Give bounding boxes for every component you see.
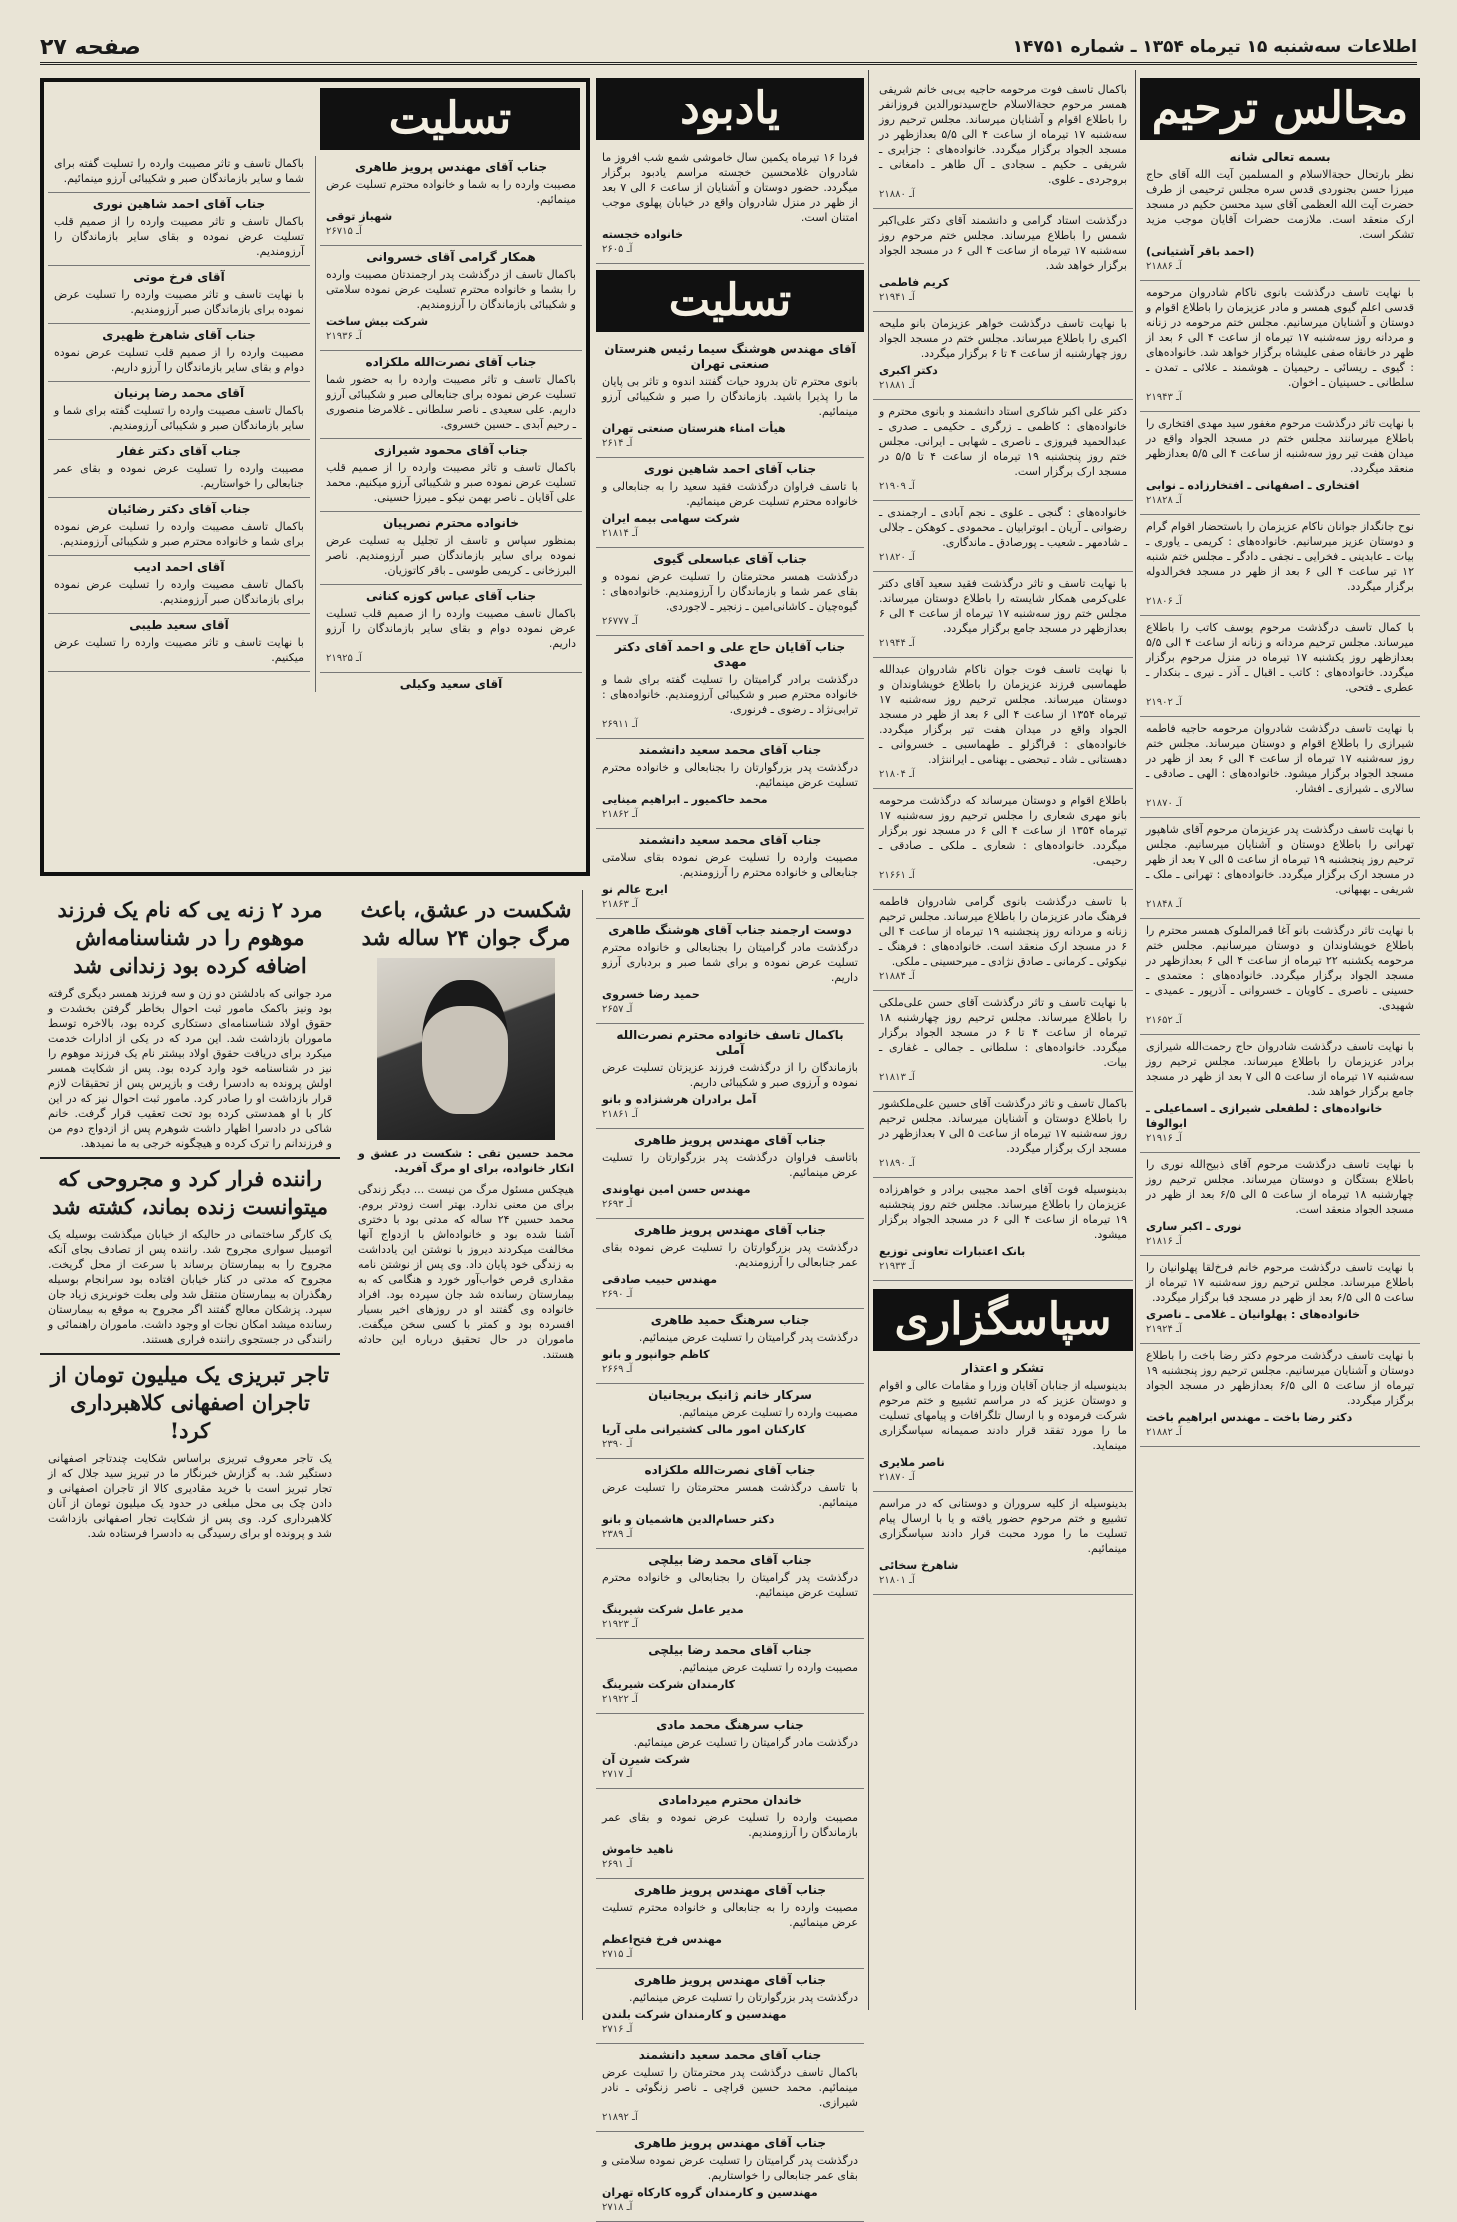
notice-title: جناب آقای نصرت‌الله ملکزاده (644, 1463, 816, 1477)
notices-list (873, 78, 1133, 1281)
notice-signature: کاظم جوانپور و بانو (602, 1348, 710, 1361)
notice (320, 351, 582, 439)
column-tasliat (40, 78, 590, 876)
notice-body: درگذشت مادر گرامیتان را بجنابعالی و خانواده محترم تسلیت عرض نموده و برای شما صبر و بردباری آرزو داریم. (602, 941, 858, 984)
notice-body: بدینوسیله از جنابان آقایان وزرا و مقامات عالی و اقوام و دوستان عزیز که در مراسم تشییع و ختم مرحوم شرکت فرموده و با ارسال تلگرافات و پیامهای تسلیت ما را مورد تفقد قرار دادند صمیمانه سپاسگزاری مینماید. (879, 1379, 1127, 1452)
notice (596, 919, 864, 1024)
notice-signature: دکتر حسام‌الدین هاشمیان و بانو (602, 1513, 775, 1526)
notice (596, 2044, 864, 2132)
notice (1140, 281, 1420, 412)
notice (596, 1969, 864, 2044)
story-body: مرد جوانی که بادلشتن دو زن و سه فرزند همسر دیگری گرفته بود ونیز باکمک مامور ثبت احوال بخاطر گرفتن بخشدت و حقوق اولاد شناسنامه‌ای دستکاری کرده بود، بالاخره توسط ماموران بازداشت شد. این مرد که در یکی از ادارات خدمت میکرد برای دریافت حقوق اولاد بیشتر نام یک فرزند موهوم را نیز در شناسنامه خود وارد کرده بود. پس از شکایت همسر اولش پرونده به دادسرا رفت و بازپرس پس از تحقیقات لازم قرار بازداشت او را صادر کرد. مامور ثبت احوال نیز که در این کار با او همدستی کرده بود تحت تعقیب قرار گرفت. خانم شاکی در دادسرا اظهار داشت شوهرم پس از ازدواج دوم من و فرزندانم را ترک کرده و هیچگونه خرجی به ما نمیدهد. (48, 987, 332, 1150)
notice-body: درگذشت همسر محترمتان را تسلیت عرض نموده و بقای عمر شما و بازماندگان را آرزومندیم. خانواده‌های : گیوه‌چیان ـ کاشانی‌امین ـ زنجیر ـ لاجوردی. (602, 570, 858, 613)
notice (873, 78, 1133, 209)
notice-signature: شرکت شیرن آن (602, 1753, 691, 1766)
notice-title: آقای سعید وکیلی (399, 677, 503, 691)
notice-signature: نوری ـ اکبر ساری (1146, 1220, 1242, 1233)
story-headline: مرد ۲ زنه یی که نام یک فرزند موهوم را در شناسنامه‌اش اضافه کرده بود زندانی شد (57, 897, 323, 978)
notice-body: درگذشت برادر گرامیتان را تسلیت گفته برای شما و خانواده محترم صبر و شکیبائی آرزومندیم. خانواده‌های : ترابی‌نژاد ـ رضوی ـ فرنوری. (602, 673, 858, 716)
notice (873, 1492, 1133, 1595)
portrait-photo (377, 958, 555, 1140)
notice-code: آـ ۲۱۸۱۴ (602, 528, 638, 539)
notice (596, 548, 864, 636)
notice-signature: کارکنان امور مالی کشتیرانی ملی آریا (602, 1423, 806, 1436)
notice-body: با نهایت تاسف فوت جوان ناکام شادروان عبدالله طهماسبی فرزند عزیزمان را باطلاع خویشاوندان و دوستان میرساند. مجلس ترحیم روز سه‌شنبه ۱۷ تیرماه ۱۳۵۴ از ساعت ۴ الی ۶ بعد از ظهر در مسجد الجواد واقع در میدان هفت تیر برگزار میگردد. خانواده‌های : قراگزلو ـ طهماسبی ـ خسروانی ـ دهستانی ـ شاد ـ تبحضی ـ بهنامی ـ ایراننژاد. (879, 663, 1127, 766)
notice (873, 312, 1133, 400)
notice-body: با تاسف درگذشت بانوی گرامی شادروان فاطمه فرهنگ مادر عزیزمان را باطلاع میرساند. مجلس ترحیم زنانه و مردانه روز پنجشنبه ۱۹ تیرماه از ساعت ۴ الی ۶ در مسجد ارک منعقد است. خانواده‌های : فرهنگ ـ نیکوئی ـ کرمانی ـ صادق نژادی ـ میرحسینی ـ ملکی. (879, 895, 1128, 968)
notice-signature: خانواده‌های : لطفعلی شیرازی ـ اسماعیلی ـ ابوالوفا (1146, 1102, 1383, 1130)
notice-body: نوح جانگداز جوانان ناکام عزیزمان را باستحضار اقوام گرام و دوستان عزیز میرسانیم. خانواده‌های : کریمی ـ یاوری ـ بیات ـ عابدینی ـ فخرایی ـ نجفی ـ دادگر ـ مجلس ختم شنبه ۱۲ تیر ساعت ۴ الی ۶ بعد از ظهر در مسجد فخرالدوله برگزار میگردد. (1146, 520, 1414, 593)
notice-body: با نهایت تاسف درگذشت شادروان حاج رحمت‌الله شیرازی برادر عزیزمان را باطلاع میرساند. مجلس ترحیم روز سه‌شنبه ۱۷ تیرماه از ساعت ۵ الی ۷ بعد از ظهر در مسجد جامع برگزار خواهد شد. (1146, 1040, 1414, 1098)
issue-info: اطلاعات سه‌شنبه ۱۵ تیرماه ۱۳۵۴ ـ شماره ۱۴۷۵۱ (1012, 37, 1417, 57)
notice-code: آـ ۲۳۹۰ (602, 1439, 633, 1450)
notice-body: باکمال تاسف از درگذشت پدر ارجمندتان مصیبت وارده را بشما و خانواده محترم تسلیت عرض نموده سلامتی و شکیبائی بازماندگان را آرزومندیم. (326, 268, 576, 311)
notice-title: دوست ارجمند جناب آقای هوشنگ طاهری (608, 923, 852, 937)
notice-title: بسمه تعالی شانه (1229, 150, 1331, 164)
notice (320, 156, 582, 246)
notice (1140, 919, 1420, 1035)
thanks-list (873, 1357, 1133, 1595)
notice-signature: مهندس فرخ فتح‌اعظم (602, 1933, 722, 1946)
notice-signature: شاهرخ سخائی (879, 1559, 959, 1572)
photo-caption: محمد حسین تقی : شکست در عشق و انکار خانواده، برای او مرگ آفرید. (358, 1147, 574, 1175)
notice (320, 585, 582, 673)
notice-code: آـ ۲۶۹۰ (602, 1289, 633, 1300)
notice-code: آـ ۲۱۹۲۴ (1146, 1324, 1182, 1335)
notice-body: درگذشت پدر گرامیتان را بجنابعالی و خانواده محترم تسلیت عرض مینمائیم. (602, 1571, 858, 1599)
notice-title: جناب آقای احمد شاهین نوری (643, 462, 817, 476)
notice-title: آقای سعید طیبی (129, 618, 229, 632)
notice-signature: شرکت بیش ساخت (326, 315, 429, 328)
notice-body: با نهایت تاثر درگذشت بانو آغا قمرالملوک همسر محترم را باطلاع خویشاوندان و دوستان میرسانیم. مجلس ختم مرحومه یکشنبه ۲۲ تیرماه از ساعت ۴ الی ۶ بعدازظهر در مسجد الجواد برگزار میگردد. خانواده‌های : معتمدی ـ حسینی ـ ناصری ـ کاویان ـ خسروانی ـ آذرپور ـ عمیدی ـ شهیدی. (1146, 924, 1415, 1012)
notice (596, 1879, 864, 1969)
notice (873, 400, 1133, 501)
notice (48, 193, 310, 266)
notice-body: درگذشت مادر گرامیتان را تسلیت عرض مینمائیم. (633, 1736, 858, 1749)
notice (596, 458, 864, 548)
column-majales (1140, 78, 1420, 2018)
notice-body: بدینوسیله از کلیه سروران و دوستانی که در مراسم تشییع و ختم مرحوم حضور یافته و یا با ارسال پیام تسلیت ما را مورد محبت قرار دادند سپاسگزاری مینمائیم. (879, 1497, 1127, 1555)
news-story (40, 890, 340, 1159)
notice-title: آقای مهندس هوشنگ سیما رئیس هنرستان صنعتی تهران (604, 342, 856, 371)
notices-list (596, 338, 864, 2222)
notice-code: آـ ۲۶۹۱۱ (602, 719, 638, 730)
notice (320, 439, 582, 512)
notice (596, 146, 864, 264)
notice-code: آـ ۲۱۹۰۹ (879, 481, 915, 492)
notice-signature: ناصر ملایری (879, 1456, 945, 1469)
notice-signature: آمل برادران هرشنزاده و بانو (602, 1093, 757, 1106)
column-notices-2 (873, 78, 1133, 2018)
notice-signature: کارمندان شرکت شیرینگ (602, 1678, 736, 1691)
notice-body: مصیبت وارده را تسلیت عرض نموده بقای سلامتی جنابعالی و خانواده محترم را آرزومندیم. (602, 851, 858, 879)
news-story (40, 1159, 340, 1355)
notice-title: خاندان محترم میردامادی (658, 1793, 802, 1807)
notice-title: جناب آقای احمد شاهین نوری (92, 197, 266, 211)
notice-code: آـ ۲۱۸۱۳ (879, 1072, 915, 1083)
notice-body: با نهایت تاسف درگذشت خواهر عزیزمان بانو ملیحه اکبری را باطلاع میرساند. مجلس ختم در مسجد الجواد روز چهارشنبه از ساعت ۴ تا ۶ برگزار میگردد. (879, 317, 1127, 360)
notice-code: آـ ۲۱۸۸۱ (879, 380, 915, 391)
notice-body: با نهایت تاسف درگذشت بانوی ناکام شادروان مرحومه قدسی اعلم گیوی همسر و مادر عزیزمان را باطلاع اقوام و دوستان و آشنایان میرسانیم. مجلس ختم مرحومه در زنانه و مردانه روز سه‌شنبه ۱۷ تیرماه از ساعت ۴ الی ۶ بعد از ظهر در خانقاه صفی علیشاه برگزار خواهد شد. خانواده‌های : گیوی ـ ریسائی ـ رحیمیان ـ هوشمند ـ علائی ـ تمدن ـ سلطانی ـ حسینیان ـ اخوان. (1146, 286, 1414, 389)
notice-code: آـ ۲۶۱۴ (602, 438, 633, 449)
notice-body: بمنظور سپاس و تاسف از تجلیل به تسلیت عرض نموده برای سایر بازماندگان صبر آرزومندیم. ناصر البرزخانی ـ کریمی طوسی ـ باقر کاتوزیان. (326, 534, 576, 577)
notice-code: آـ ۲۱۹۳۳ (879, 1261, 915, 1272)
notice (596, 829, 864, 919)
notice-body: باتاسف فراوان درگذشت پدر بزرگوارتان را تسلیت عرض مینمائیم. (602, 1151, 858, 1179)
notice-body: مصیبت وارده را به جنابعالی و خانواده محترم تسلیت عرض مینمائیم. (602, 1901, 858, 1929)
notice-body: با کمال تاسف درگذشت مرحوم یوسف کاتب را باطلاع میرساند. مجلس ترحیم مردانه و زنانه از ساعت ۴ الی ۵/۵ بعدازظهر روز یکشنبه ۱۷ تیرماه در منزل مرحوم برگزار میگردد. خانواده‌های : کاتب ـ اقبال ـ آذر ـ نیری ـ بنکدار ـ عطری ـ فتحی. (1146, 621, 1414, 694)
notice-title: خانواده محترم نصرپیان (382, 516, 520, 530)
notice-body: مصیبت وارده را تسلیت عرض نموده و بقای عمر جنابعالی را خواستاریم. (54, 462, 304, 490)
notice-code: آـ ۲۶۷۷۷ (602, 616, 638, 627)
notice-body: فردا ۱۶ تیرماه یکمین سال خاموشی شمع شب افروز ما شادروان غلامحسین خجسته مراسم یادبود برگزار میگردد. حضور دوستان و آشنایان از ساعت ۶ الی ۷ بعد از ظهر در منزل شادروان واقع در خیابان پهلوی موجب امتنان است. (602, 151, 858, 224)
tasliat-banner: تسلیت (320, 88, 580, 150)
notice (320, 512, 582, 585)
notice-signature: حمید رضا خسروی (602, 988, 700, 1001)
notice-body: دکتر علی اکبر شاکری استاد دانشمند و بانوی محترم و خانواده‌های : کاظمی ـ زرگری ـ حکیمی ـ صدری ـ عبدالحمید فیروزی ـ ناصری ـ شهابی ـ ایرانی. مجلس ختم روز پنجشنبه ۱۹ تیرماه از ساعت ۴ تا ۵/۵ در مسجد ارک برگزار است. (879, 405, 1128, 478)
notice-body: باکمال تاسف و تاثر مصیبت وارده را تسلیت گفته برای شما و سایر بازماندگان صبر و شکیبائی آرزو مینمائیم. (54, 157, 304, 185)
notice (1140, 818, 1420, 919)
notice-title: سرکار خانم ژانیک بریجانیان (648, 1388, 812, 1402)
notice-code: آـ ۲۳۸۹ (602, 1529, 633, 1540)
notice-code: آـ ۲۱۸۹۲ (602, 2112, 638, 2123)
notice-body: مصیبت وارده را به شما و خانواده محترم تسلیت عرض مینمائیم. (326, 178, 576, 206)
notice-code: آـ ۲۶۵۷ (602, 1004, 633, 1015)
notice (596, 1309, 864, 1384)
notice-signature: افتخاری ـ اصفهانی ـ افتخارزاده ـ نوابی (1146, 479, 1360, 492)
notice-code: آـ ۲۷۱۷ (602, 1769, 633, 1780)
notice-code: آـ ۲۱۹۲۵ (326, 653, 362, 664)
notice-body: با نهایت تاسف و تاثر درگذشت فقید سعید آقای دکتر علی‌کرمی همکار شایسته را باطلاع دوستان میرساند. مجلس ختم روز سه‌شنبه ۱۷ تیرماه از ساعت ۴ الی ۶ بعدازظهر در مسجد جامع برگزار میگردد. (879, 577, 1127, 635)
notice-title: جناب آقای دکتر رضائیان (107, 502, 251, 516)
notice-title: جناب آقای محمد سعید دانشمند (638, 743, 822, 757)
notice-code: آـ ۲۱۸۷۰ (1146, 798, 1182, 809)
notice-code: آـ ۲۱۸۴۸ (1146, 899, 1182, 910)
notice (873, 1092, 1133, 1178)
notice (1140, 1153, 1420, 1256)
news-story (40, 1355, 340, 1547)
notice (48, 324, 310, 382)
notice-code: آـ ۲۱۹۲۲ (602, 1694, 638, 1705)
notice-body: درگذشت پدر بزرگوارتان را تسلیت عرض مینمائیم. (629, 1991, 858, 2004)
news-photo-story (350, 890, 583, 2020)
notice-title: جناب آقای عباس کوزه کنانی (366, 589, 536, 603)
notice-title: جناب آقای نصرت‌الله ملکزاده (365, 355, 537, 369)
notice (596, 1789, 864, 1879)
notice-body: مصیبت وارده را از صمیم قلب تسلیت عرض نموده دوام و بقای سایر بازماندگان را آرزو داریم. (54, 346, 304, 374)
yadbood-list (596, 146, 864, 264)
story-body: یک کارگر ساختمانی در حالیکه از خیابان میگذشت بوسیله یک اتومبیل سواری مجروح شد. راننده پس از تصادف بجای آنکه مجروح را به بیمارستان برساند با سرعت از محل گریخت. مجروح که مدتی در کنار خیابان افتاده بود سرانجام بوسیله رهگذران به بیمارستان منتقل شد ولی بعلت خونریزی زیاد جان سپرد. پزشکان معالج گفتند اگر مجروح به موقع به بیمارستان رسانده میشد امکان نجات او وجود داشت. ماموران راهنمائی و رانندگی در جستجوی راننده فراری هستند. (48, 1228, 332, 1346)
notice-body: باکمال تاسف مصیبت وارده را تسلیت گفته برای شما و سایر بازماندگان صبر و شکیبائی آرزومندیم. (54, 404, 304, 432)
notice-body: با نهایت تاسف درگذشت مرحوم آقای ذبیح‌الله نوری را باطلاع بستگان و دوستان میرساند. مجلس ترحیم روز چهارشنبه ۱۸ تیرماه از ساعت ۵ الی ۶/۵ بعد از ظهر در مسجد الجواد منعقد است. (1146, 1158, 1414, 1216)
notice (48, 556, 310, 614)
notice-body: باطلاع اقوام و دوستان میرساند که درگذشت مرحومه بانو مهری شعاری را مجلس ترحیم روز سه‌شنبه ۱۷ تیرماه ۱۳۵۴ از ساعت ۴ الی ۶ در مسجد نور برگزار میگردد. خانواده‌های : شعاری ـ ملکی ـ صادقی ـ رحیمی. (879, 794, 1127, 867)
notice-body: با نهایت تاسف و تاثر مصیبت وارده را تسلیت عرض نموده برای بازماندگان صبر آرزومندیم. (54, 288, 304, 316)
notice-body: با تاسف فراوان درگذشت فقید سعید را به جنابعالی و خانواده محترم تسلیت عرض مینمائیم. (602, 480, 858, 508)
notice-body: با نهایت تاسف درگذشت پدر عزیزمان مرحوم آقای شاهپور تهرانی را باطلاع دوستان و آشنایان میرسانیم. مجلس ترحیم روز پنجشنبه ۱۹ تیرماه از ساعت ۵ الی ۷ بعد از ظهر در مسجد ارک برگزار میگردد. خانواده‌های : تهرانی ـ ملک ـ شریفی ـ بهبهانی. (1146, 823, 1415, 896)
notice-signature: دکتر اکبری (879, 364, 938, 377)
notice-signature: کریم فاطمی (879, 276, 950, 289)
notice-code: آـ ۲۱۸۲۸ (1146, 495, 1182, 506)
notice-title: همکار گرامی آقای خسروانی (366, 250, 536, 264)
notice-code: آـ ۲۷۱۵ (602, 1949, 633, 1960)
notice (596, 1129, 864, 1219)
notice (873, 658, 1133, 789)
notice-code: آـ ۲۱۸۸۴ (879, 971, 915, 982)
notice-body: درگذشت استاد گرامی و دانشمند آقای دکتر علی‌اکبر شمس را باطلاع میرساند. مجلس ختم مرحوم روز سه‌شنبه ۱۷ تیرماه از ساعت ۴ الی ۶ در مسجد الجواد برگزار خواهد شد. (879, 214, 1127, 272)
notice (596, 1639, 864, 1714)
story-headline: شکست در عشق، باعث مرگ جوان ۲۴ ساله شد (360, 897, 572, 950)
notice-body: بدینوسیله فوت آقای احمد مجیبی برادر و خواهرزاده عزیزمان را باطلاع میرساند. مجلس ختم روز پنجشنبه ۱۹ تیرماه از ساعت ۴ الی ۶ در مسجد الجواد برگزار میشود. (879, 1183, 1128, 1241)
notice-title: جناب آقای محمود شیرازی (373, 443, 529, 457)
notice-title: جناب سرهنگ حمید طاهری (650, 1313, 810, 1327)
news-story (350, 890, 582, 1368)
notice (873, 572, 1133, 658)
notice (873, 991, 1133, 1092)
notice-title: جناب آقای محمد رضا بیلچی (648, 1553, 812, 1567)
tasliat-banner-2: تسلیت (596, 270, 864, 332)
notice (48, 382, 310, 440)
notice-body: خانواده‌های : گنجی ـ علوی ـ نجم آبادی ـ ارجمندی ـ رضوانی ـ آریان ـ ابوترابیان ـ محمودی ـ کوهکن ـ جلالی ـ شادمهر ـ شعیب ـ پورصادق ـ ماندگاری. (879, 506, 1127, 549)
page-number: صفحه ۲۷ (40, 34, 141, 60)
notice-body: با نهایت تاسف و تاثر درگذشت آقای حسن علی‌ملکی را باطلاع میرساند. مجلس ترحیم روز چهارشنبه ۱۸ تیرماه از ساعت ۴ تا ۶ در مسجد الجواد برگزار میگردد. خانواده‌های : سلطانی ـ جمالی ـ غفاری ـ بیات. (879, 996, 1128, 1069)
notice-title: آقای احمد ادیب (133, 560, 225, 574)
notice (320, 246, 582, 351)
notice-code: آـ ۲۱۸۸۲ (1146, 1427, 1182, 1438)
notice (1140, 515, 1420, 616)
notice-code: آـ ۲۷۱۸ (602, 2202, 633, 2213)
notice-signature: مدیر عامل شرکت شیرینگ (602, 1603, 744, 1616)
notice (596, 1219, 864, 1309)
notice (873, 1357, 1133, 1492)
notice (596, 1714, 864, 1789)
notice (873, 890, 1133, 991)
notice (596, 636, 864, 739)
notice-body: باکمال تاسف مصیبت وارده را تسلیت عرض نموده برای بازماندگان صبر آرزومندیم. (54, 578, 304, 606)
notice-code: آـ ۲۱۶۶۱ (879, 870, 915, 881)
notice (873, 501, 1133, 572)
notice-title: جناب آقای محمد رضا بیلچی (648, 1643, 812, 1657)
notice-signature: شهباز توقی (326, 210, 393, 223)
notice-body: باکمال تاسف و تاثر درگذشت آقای حسین علی‌ملکشور را باطلاع دوستان و آشنایان میرساند. مجلس ترحیم روز سه‌شنبه ۱۷ تیرماه از ساعت ۵ الی ۷ بعدازظهر در مسجد ارک برگزار میگردد. (879, 1097, 1128, 1155)
notice-code: آـ ۲۶۹۳ (602, 1199, 633, 1210)
notice-body: نظر بارتحال حجةالاسلام و المسلمین آیت الله آقای حاج میرزا حسن بجنوردی قدس سره مجلس ترحیمی از طرف حضرت آیت الله العظمی آقای سید محسن حکیم در مسجد ارک منعقد است. ملازمت حضرات آقایان موجب مزید تشکر است. (1146, 168, 1414, 241)
notice (596, 1384, 864, 1459)
notice (873, 789, 1133, 890)
notice-code: آـ ۲۱۸۰۱ (879, 1575, 915, 1586)
notice-title: تشکر و اعتذار (961, 1361, 1045, 1375)
column-yadbood (596, 78, 864, 2213)
notice (1140, 717, 1420, 818)
notice (1140, 616, 1420, 717)
notice-code: آـ ۲۷۱۶ (602, 2024, 633, 2035)
page-header (40, 32, 1417, 65)
notice-body: با نهایت تاسف درگذشت شادروان مرحومه حاجیه فاطمه شیرازی را باطلاع اقوام و دوستان میرساند. مجلس ختم روز سه‌شنبه ۱۷ تیرماه از ساعت ۴ الی ۶ بعد از ظهر در مسجد الجواد برگزار میشود. خانواده‌های : الهی ـ صادقی ـ سالاری ـ شیرازی ـ افشار. (1146, 722, 1415, 795)
notice (48, 440, 310, 498)
story-headline: راننده فرار کرد و مجروحی که میتوانست زنده بماند، کشته شد (51, 1166, 329, 1219)
notice (596, 739, 864, 829)
notice-signature: بانک اعتبارات تعاونی توزیع (879, 1245, 1026, 1258)
notice-body: درگذشت پدر گرامیتان را تسلیت عرض مینمائیم. (638, 1331, 858, 1344)
notice (873, 1178, 1133, 1281)
notice-signature: مهندس حبیب صادقی (602, 1273, 718, 1286)
notice (48, 266, 310, 324)
notice-code: آـ ۲۱۸۹۰ (879, 1158, 915, 1169)
notice-title: جناب آقایان حاج علی و احمد آقای دکتر مهدی (614, 640, 846, 669)
notice-body: با تاسف درگذشت همسر محترمتان را تسلیت عرض مینمائیم. (602, 1481, 858, 1509)
notice (873, 209, 1133, 312)
notice-code: آـ ۲۱۹۰۲ (1146, 697, 1182, 708)
notice-code: آـ ۲۱۸۸۶ (1146, 261, 1182, 272)
notice-code: آـ ۲۱۸۲۰ (879, 552, 915, 563)
notice-title: جناب آقای مهندس پرویز طاهری (633, 2136, 827, 2150)
notice-signature: خانواده خجسته (602, 228, 684, 241)
notice-title: جناب آقای عباسعلی گیوی (653, 552, 807, 566)
notice-body: باکمال تاسف و تاثر مصیبت وارده را از صمیم قلب تسلیت عرض نموده صبر و شکیبائی آرزو میکنیم. محمد علی آقایان ـ ناصر بهمن نیکو ـ میرزا حسینی. (326, 461, 576, 504)
notice-code: آـ ۲۱۹۱۶ (1146, 1133, 1182, 1144)
notice-code: آـ ۲۱۸۷۰ (879, 1472, 915, 1483)
story-body: هیچکس مسئول مرگ من نیست ... دیگر زندگی برای من معنی ندارد. بهتر است زودتر بروم. محمد حسین ۲۴ ساله که مدتی بود با دختری آشنا شده بود و خانواده‌اش با ازدواج آنها مخالفت میکردند دیروز با نوشتن این یادداشت به زندگی خود پایان داد. وی پس از نوشتن نامه مقداری قرص خواب‌آور خورد و هنگامی که به بیمارستان رسانده شد جان سپرده بود. افراد خانواده وی گفتند او در روزهای اخیر بسیار افسرده بود و کمتر با کسی سخن میگفت. ماموران در حال تحقیق درباره این حادثه هستند. (358, 1183, 574, 1361)
notice-title: جناب آقای دکتر غفار (117, 444, 241, 458)
notice-title: جناب آقای مهندس پرویز طاهری (633, 1223, 827, 1237)
notice-code: آـ ۲۱۹۴۴ (879, 638, 915, 649)
notice-signature: ایرج عالم نو (602, 883, 668, 896)
yadbood-banner: یادبود (596, 78, 864, 140)
story-body: یک تاجر معروف تبریزی براساس شکایت چندتاجر اصفهانی دستگیر شد. به گزارش خبرنگار ما در تبریز سید جلال که از تجار تبریز است با خرید مقادیری کالا از تاجران اصفهانی و دادن چک بی محل مبلغی در حدود یک میلیون تومان از آنان کلاهبرداری کرد. وی پس از شکایت تجار اصفهانی بازداشت شد و پرونده او برای رسیدگی به دادسرا فرستاده شد. (48, 1452, 332, 1540)
notice-title: جناب آقای مهندس پرویز طاهری (354, 160, 548, 174)
notice (1140, 146, 1420, 281)
notice-code: آـ ۲۱۸۶۳ (602, 899, 638, 910)
notice-body: با نهایت تاسف درگذشت مرحوم دکتر رضا باخت را باطلاع دوستان و آشنایان میرسانیم. مجلس ترحیم روز پنجشنبه ۱۹ تیرماه از ساعت ۵ الی ۶/۵ بعدازظهر در مسجد الجواد برگزار میگردد. (1146, 1349, 1415, 1407)
notices-list (1140, 146, 1420, 1447)
notice-title: آقای محمد رضا پرنیان (113, 386, 245, 400)
notice (596, 1549, 864, 1639)
sepas-banner: سپاسگزاری (873, 1289, 1133, 1351)
story-headline: تاجر تبریزی یک میلیون تومان از تاجران اصفهانی کلاهبرداری کرد! (50, 1362, 330, 1443)
notice-code: آـ ۲۶۷۱۵ (326, 226, 362, 237)
notice-body: باکمال تاسف فوت مرحومه حاجیه بی‌بی خانم شریفی همسر مرحوم حجةالاسلام حاج‌سیدنورالدین فروزانفر را باطلاع اقوام و آشنایان میرساند. مجلس ترحیم روز سه‌شنبه ۱۷ تیرماه از ساعت ۴ الی ۵/۵ بعدازظهر در مسجد الجواد برگزار میگردد. خانواده‌های : جزایری ـ شریفی ـ حکیم ـ سجادی ـ آل طاهر ـ دامغانی ـ بروجردی ـ علوی. (879, 83, 1127, 186)
notice (596, 2132, 864, 2222)
notice-code: آـ ۲۶۹۱ (602, 1859, 633, 1870)
notice-signature: شرکت سهامی بیمه ایران (602, 512, 740, 525)
notice-body: باکمال تاسف مصیبت وارده را از صمیم قلب تسلیت عرض نموده دوام و بقای سایر بازماندگان را آرزو داریم. (326, 607, 576, 650)
notice (596, 338, 864, 458)
notice (1140, 1035, 1420, 1153)
notice-title: باکمال تاسف خانواده محترم نصرت‌الله آملی (616, 1028, 844, 1057)
notice-code: آـ ۲۱۹۳۶ (326, 331, 362, 342)
notice-body: باکمال تاسف و تاثر مصیبت وارده را از صمیم قلب تسلیت عرض نموده و بقای سایر بازماندگان را آرزومندیم. (54, 215, 304, 258)
notice-body: باکمال تاسف مصیبت وارده را تسلیت عرض نموده برای شما و خانواده محترم صبر و شکیبائی آرزومندیم. (54, 520, 304, 548)
notice (1140, 1256, 1420, 1344)
notice-code: آـ ۲۱۸۶۲ (602, 809, 638, 820)
notice (596, 1024, 864, 1129)
notice-body: با نهایت تاثر درگذشت مرحوم مغفور سید مهدی افتخاری را باطلاع میرسانند مجلس ختم در مسجد الجواد واقع در میدان هفت تیر روز سه‌شنبه از ساعت ۴ الی ۵/۵ بعدازظهر منعقد میگردد. (1146, 417, 1414, 475)
notice-body: مصیبت وارده را تسلیت عرض نموده و بقای عمر بازماندگان را آرزومندیم. (602, 1811, 858, 1839)
notice-title: جناب آقای مهندس پرویز طاهری (633, 1133, 827, 1147)
notice-signature: هیأت امناء هنرستان صنعتی تهران (602, 422, 786, 435)
notice-signature: مهندس حسن امین نهاوندی (602, 1183, 751, 1196)
notice-signature: دکتر رضا باخت ـ مهندس ابراهیم باخت (1146, 1411, 1353, 1424)
notice-code: آـ ۲۱۸۱۶ (1146, 1236, 1182, 1247)
notice-body: مصیبت وارده را تسلیت عرض مینمائیم. (678, 1661, 858, 1674)
notice-title: جناب آقای شاهرخ ظهیری (102, 328, 256, 342)
notice-body: درگذشت پدر بزرگوارتان را تسلیت عرض نموده بقای عمر جنابعالی را آرزومندیم. (602, 1241, 858, 1269)
notice-signature: خانواده‌های : پهلوانیان ـ غلامی ـ ناصری (1146, 1308, 1361, 1321)
notice-code: آـ ۲۱۸۸۰ (879, 189, 915, 200)
notices-list (44, 156, 586, 692)
notice-body: با نهایت تاسف درگذشت مرحوم خانم فرخ‌لقا پهلوانیان را باطلاع میرساند. مجلس ترحیم روز سه‌شنبه ۱۷ تیرماه از ساعت ۵ الی ۶/۵ بعد از ظهر در مسجد قبا برگزار میگردد. (1146, 1261, 1414, 1304)
notice-body: بانوی محترم تان بدرود حیات گفتند اندوه و تاثر بی پایان ما را پذیرا باشید. بازماندگان را صبر و شکیبائی آرزو مینمائیم. (602, 375, 858, 418)
notice-body: با نهایت تاسف و تاثر مصیبت وارده را تسلیت عرض میکنیم. (54, 636, 304, 664)
notice-title: آقای فرخ موتی (133, 270, 225, 284)
notice-body: باکمال تاسف و تاثر مصیبت وارده را به حضور شما تسلیت عرض نموده برای جنابعالی صبر و شکیبائی آرزو داریم. علی سعیدی ـ ناصر سلطانی ـ غلامرضا منصوری ـ رحیم آبدی ـ حسین خسروی. (326, 373, 576, 431)
notice (596, 1459, 864, 1549)
notice-code: آـ ۲۱۸۶۱ (602, 1109, 638, 1120)
notice-body: درگذشت پدر بزرگوارتان را بجنابعالی و خانواده محترم تسلیت عرض مینمائیم. (602, 761, 858, 789)
notice (1140, 412, 1420, 515)
notice-body: مصیبت وارده را تسلیت عرض مینمائیم. (678, 1406, 858, 1419)
notice-body: بازماندگان را از درگذشت فرزند عزیزتان تسلیت عرض نموده و آرزوی صبر و شکیبائی داریم. (602, 1061, 858, 1089)
notice-signature: (احمد باقر آشتیانی) (1146, 245, 1255, 258)
notice-code: آـ ۲۶۰۵ (602, 244, 633, 255)
notice-body: درگذشت پدر گرامیتان را تسلیت عرض نموده سلامتی و بقای عمر جنابعالی را خواستاریم. (602, 2154, 858, 2182)
notice-title: جناب سرهنگ محمد مادی (656, 1718, 804, 1732)
notice-signature: مهندسین و کارمندان گروه کارکاه تهران (602, 2186, 818, 2199)
notice-title: جناب آقای محمد سعید دانشمند (638, 833, 822, 847)
notice (1140, 1344, 1420, 1447)
notice-signature: محمد حاکمیور ـ ابراهیم مینایی (602, 793, 768, 806)
notice-code: آـ ۲۱۹۴۳ (1146, 392, 1182, 403)
notice-code: آـ ۲۶۶۹ (602, 1364, 633, 1375)
notice-signature: مهندسین و کارمندان شرکت بلندن (602, 2008, 787, 2021)
notice (48, 614, 310, 672)
notice-code: آـ ۲۱۸۰۶ (1146, 596, 1182, 607)
notice-code: آـ ۲۱۹۴۱ (879, 292, 915, 303)
majales-banner: مجالس ترحیم (1140, 78, 1420, 140)
notice-title: جناب آقای مهندس پرویز طاهری (633, 1883, 827, 1897)
notice-title: جناب آقای مهندس پرویز طاهری (633, 1973, 827, 1987)
notice-code: آـ ۲۱۸۰۴ (879, 769, 915, 780)
notice (48, 498, 310, 556)
notice-title: جناب آقای محمد سعید دانشمند (638, 2048, 822, 2062)
news-left (40, 890, 340, 2020)
notice-signature: ناهید خاموش (602, 1843, 674, 1856)
notice-code: آـ ۲۱۹۲۳ (602, 1619, 638, 1630)
notice-code: آـ ۲۱۶۵۲ (1146, 1015, 1182, 1026)
notice-body: باکمال تاسف درگذشت پدر محترمتان را تسلیت عرض مینمائیم. محمد حسین قراچی ـ ناصر زنگوئی ـ نادر شیرازی. (602, 2066, 858, 2109)
